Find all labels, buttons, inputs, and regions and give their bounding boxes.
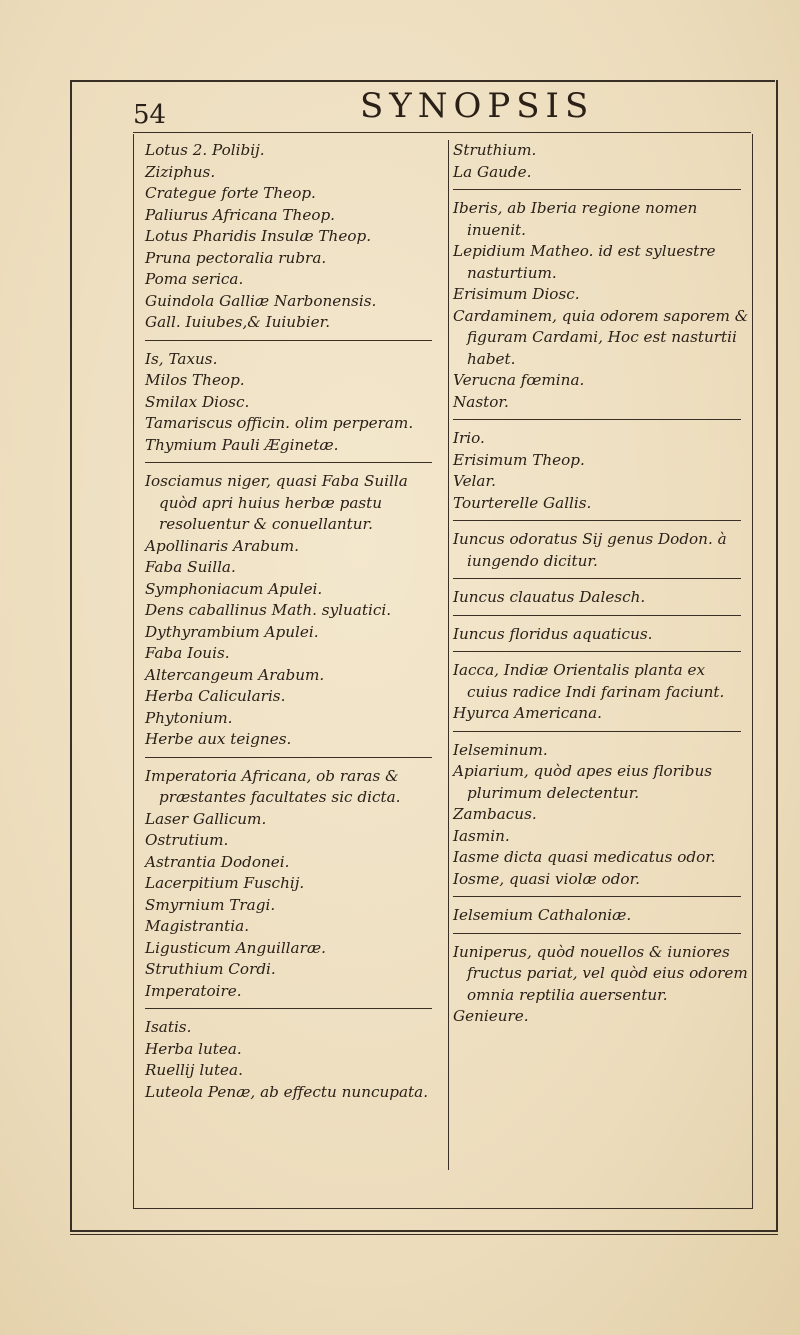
entry-group bbox=[145, 766, 440, 1003]
synonym-entry: Guindola Galliæ Narbonensis. bbox=[145, 291, 377, 310]
synonym-entry: Faba Iouis. bbox=[145, 644, 230, 662]
synonym-entry: Gall. Iuiubes,& Iuiubier. bbox=[145, 313, 331, 331]
synonym-entry: Iuniperus, quòd nouellos & iuniores fructus pariat, vel quòd eius odorem omnia reptilia auersentur. bbox=[453, 942, 748, 1004]
synonym-entry: Iosme, quasi violæ odor. bbox=[453, 869, 640, 888]
synonym-entry: Lacerpitium Fuschij. bbox=[145, 874, 305, 892]
left-column bbox=[145, 140, 440, 1103]
synonym-entry: Tamariscus officin. olim perperam. bbox=[145, 414, 414, 432]
synonym-entry: Hyurca Americana. bbox=[453, 704, 602, 722]
synonym-entry: Ziziphus. bbox=[145, 162, 216, 181]
synonym-entry: Iuncus floridus aquaticus. bbox=[453, 624, 653, 643]
entry-group bbox=[453, 198, 749, 413]
frame-left-rule bbox=[70, 80, 72, 1232]
group-separator-rule bbox=[145, 462, 432, 463]
synonym-entry: Irio. bbox=[453, 429, 485, 447]
synonym-entry: Phytonium. bbox=[145, 708, 233, 727]
entry-group bbox=[145, 1017, 440, 1103]
group-separator-rule bbox=[145, 340, 432, 341]
entry-group bbox=[453, 905, 749, 927]
group-separator-rule bbox=[145, 1008, 432, 1009]
synonym-entry: La Gaude. bbox=[453, 162, 532, 181]
synonym-entry: Iacca, Indiæ Orientalis planta ex cuius radice Indi farinam faciunt. bbox=[453, 661, 725, 701]
synonym-entry: Iasmin. bbox=[453, 826, 510, 845]
synonym-entry: Velar. bbox=[453, 472, 496, 490]
group-separator-rule bbox=[453, 615, 741, 616]
synonym-entry: Lotus Pharidis Insulæ Theop. bbox=[145, 227, 372, 245]
synonym-entry: Herba lutea. bbox=[145, 1039, 242, 1058]
synonym-entry: Lotus 2. Polibij. bbox=[145, 141, 265, 159]
entry-group bbox=[145, 471, 440, 751]
synonym-entry: Iberis, ab Iberia regione nomen inuenit. bbox=[453, 199, 698, 239]
synonym-entry: Apiarium, quòd apes eius floribus plurimum delectentur. bbox=[453, 762, 713, 802]
synonym-entry: Symphoniacum Apulei. bbox=[145, 579, 323, 598]
synonym-entry: Ligusticum Anguillaræ. bbox=[145, 938, 326, 957]
synonym-entry: Faba Suilla. bbox=[145, 558, 236, 576]
group-separator-rule bbox=[453, 651, 741, 652]
synonym-entry: Iuncus odoratus Sij genus Dodon. à iungendo dicitur. bbox=[453, 530, 727, 570]
synonym-entry: Erisimum Diosc. bbox=[453, 285, 580, 303]
frame-bottom-rule bbox=[70, 1230, 778, 1232]
synonym-entry: Tourterelle Gallis. bbox=[453, 493, 592, 512]
synonym-entry: Pruna pectoralia rubra. bbox=[145, 248, 327, 267]
synonym-entry: Altercangeum Arabum. bbox=[145, 665, 325, 684]
synonym-entry: Is, Taxus. bbox=[145, 349, 218, 368]
synonym-entry: Imperatoria Africana, ob raras & præstantes facultates sic dicta. bbox=[145, 766, 401, 806]
synonym-entry: Iasme dicta quasi medicatus odor. bbox=[453, 848, 716, 866]
synonym-entry: Smyrnium Tragi. bbox=[145, 895, 276, 914]
synonym-entry: Herbe aux teignes. bbox=[145, 730, 292, 748]
synonym-entry: Isatis. bbox=[145, 1018, 192, 1036]
synonym-entry: Ielsemium Cathaloniæ. bbox=[453, 906, 632, 924]
synonym-entry: Ielseminum. bbox=[453, 740, 548, 759]
synonym-entry: Magistrantia. bbox=[145, 917, 250, 935]
running-head-title: SYNOPSIS bbox=[360, 86, 595, 126]
synonym-entry: Imperatoire. bbox=[145, 981, 242, 1000]
column-divider bbox=[448, 140, 449, 1170]
synonym-entry: Poma serica. bbox=[145, 270, 244, 288]
synonym-entry: Ruellij lutea. bbox=[145, 1061, 243, 1079]
synonym-entry: Thymium Pauli Æginetæ. bbox=[145, 435, 339, 454]
synonym-entry: Laser Gallicum. bbox=[145, 809, 267, 828]
synonym-entry: Apollinaris Arabum. bbox=[145, 536, 299, 555]
synonym-entry: Nastor. bbox=[453, 392, 509, 411]
synonym-entry: Milos Theop. bbox=[145, 371, 245, 389]
group-separator-rule bbox=[453, 933, 741, 934]
synonym-entry: Dythyrambium Apulei. bbox=[145, 622, 319, 641]
synonym-entry: Herba Calicularis. bbox=[145, 687, 286, 705]
synonym-entry: Crategue forte Theop. bbox=[145, 184, 316, 202]
entry-group bbox=[453, 624, 749, 646]
synonym-entry: Iuncus clauatus Dalesch. bbox=[453, 588, 646, 606]
group-separator-rule bbox=[453, 520, 741, 521]
entry-group bbox=[453, 529, 749, 572]
synonym-entry: Astrantia Dodonei. bbox=[145, 852, 290, 871]
synonym-entry: Zambacus. bbox=[453, 805, 537, 823]
frame-bottom-rule-inner bbox=[70, 1234, 778, 1235]
entry-group bbox=[453, 587, 749, 609]
synonym-entry: Ostrutium. bbox=[145, 831, 229, 849]
synonym-entry: Paliurus Africana Theop. bbox=[145, 205, 336, 224]
header-rule bbox=[133, 132, 751, 133]
group-separator-rule bbox=[453, 419, 741, 420]
entry-group bbox=[453, 942, 749, 1028]
synonym-entry: Cardaminem, quia odorem saporem & figuram Cardami, Hoc est nasturtii habet. bbox=[453, 306, 749, 368]
page-number: 54 bbox=[133, 100, 167, 130]
synonym-entry: Struthium. bbox=[453, 141, 537, 159]
synonym-entry: Lepidium Matheo. id est syluestre nasturtium. bbox=[453, 242, 716, 282]
group-separator-rule bbox=[145, 757, 432, 758]
synonym-entry: Iosciamus niger, quasi Faba Suilla quòd apri huius herbæ pastu resoluentur & conuellantur. bbox=[145, 472, 408, 533]
synonym-entry: Genieure. bbox=[453, 1007, 529, 1025]
entry-group bbox=[145, 140, 440, 334]
synonym-entry: Verucna fœmina. bbox=[453, 371, 585, 389]
entry-group bbox=[453, 428, 749, 514]
synonym-entry: Dens caballinus Math. syluatici. bbox=[145, 601, 392, 619]
frame-right-rule bbox=[776, 80, 778, 1232]
synonym-entry: Erisimum Theop. bbox=[453, 450, 585, 469]
group-separator-rule bbox=[453, 731, 741, 732]
synonym-entry: Luteola Penæ, ab effectu nuncupata. bbox=[145, 1082, 429, 1101]
right-column bbox=[453, 140, 749, 1028]
group-separator-rule bbox=[453, 189, 741, 190]
synonym-entry: Struthium Cordi. bbox=[145, 960, 276, 978]
entry-group bbox=[453, 140, 749, 183]
frame-top-rule bbox=[70, 80, 775, 82]
synonym-entry: Smilax Diosc. bbox=[145, 392, 250, 411]
group-separator-rule bbox=[453, 578, 741, 579]
group-separator-rule bbox=[453, 896, 741, 897]
entry-group bbox=[453, 740, 749, 891]
entry-group bbox=[453, 660, 749, 725]
entry-group bbox=[145, 349, 440, 457]
